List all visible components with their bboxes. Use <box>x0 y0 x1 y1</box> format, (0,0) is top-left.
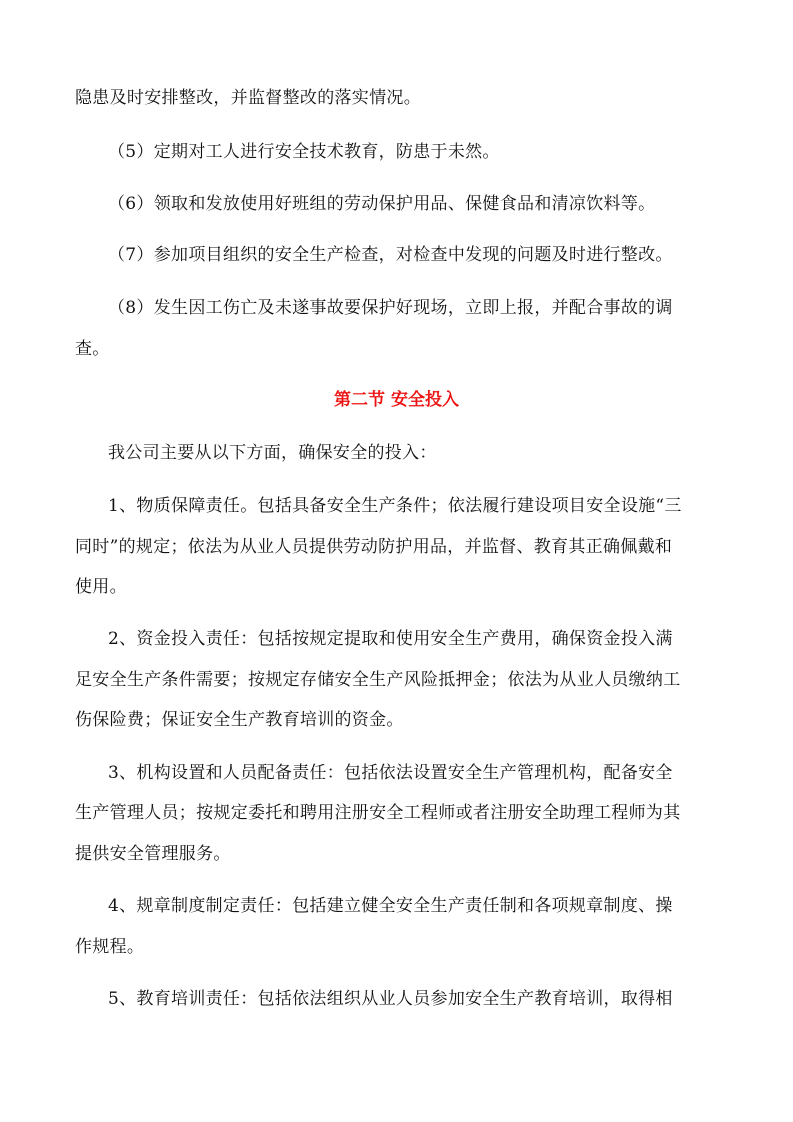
text-line: 3、机构设置和人员配备责任：包括依法设置安全生产管理机构，配备安全 <box>108 763 673 783</box>
text-line: 提供安全管理服务。 <box>75 844 231 864</box>
text-line: 隐患及时安排整改，并监督整改的落实情况。 <box>75 88 421 108</box>
text-line: 足安全生产条件需要；按规定存储安全生产风险抵押金；依法为从业人员缴纳工 <box>75 670 681 690</box>
text-line: 1、物质保障责任。包括具备安全生产条件；依法履行建设项目安全设施“三 <box>108 496 682 516</box>
text-line: （7）参加项目组织的安全生产检查，对检查中发现的问题及时进行整改。 <box>108 245 673 265</box>
text-line: 生产管理人员；按规定委托和聘用注册安全工程师或者注册安全助理工程师为其 <box>75 803 681 823</box>
text-line: 我公司主要从以下方面，确保安全的投入： <box>108 443 437 463</box>
text-line: （8）发生因工伤亡及未遂事故要保护好现场，立即上报，并配合事故的调 <box>108 298 673 318</box>
text-line: （6）领取和发放使用好班组的劳动保护用品、保健食品和清凉饮料等。 <box>108 194 656 214</box>
section-heading: 第二节 安全投入 <box>334 390 459 410</box>
text-line: 伤保险费；保证安全生产教育培训的资金。 <box>75 710 404 730</box>
text-line: 4、规章制度制定责任：包括建立健全安全生产责任制和各项规章制度、操 <box>108 896 673 916</box>
text-line: 使用。 <box>75 577 127 597</box>
text-line: 查。 <box>75 339 110 359</box>
text-line: 作规程。 <box>75 937 145 957</box>
text-line: 同时”的规定；依法为从业人员提供劳动防护用品，并监督、教育其正确佩戴和 <box>75 537 673 557</box>
text-line: （5）定期对工人进行安全技术教育，防患于未然。 <box>108 142 500 162</box>
text-line: 2、资金投入责任：包括按规定提取和使用安全生产费用，确保资金投入满 <box>108 629 673 649</box>
text-line: 5、教育培训责任：包括依法组织从业人员参加安全生产教育培训，取得相 <box>108 989 673 1009</box>
